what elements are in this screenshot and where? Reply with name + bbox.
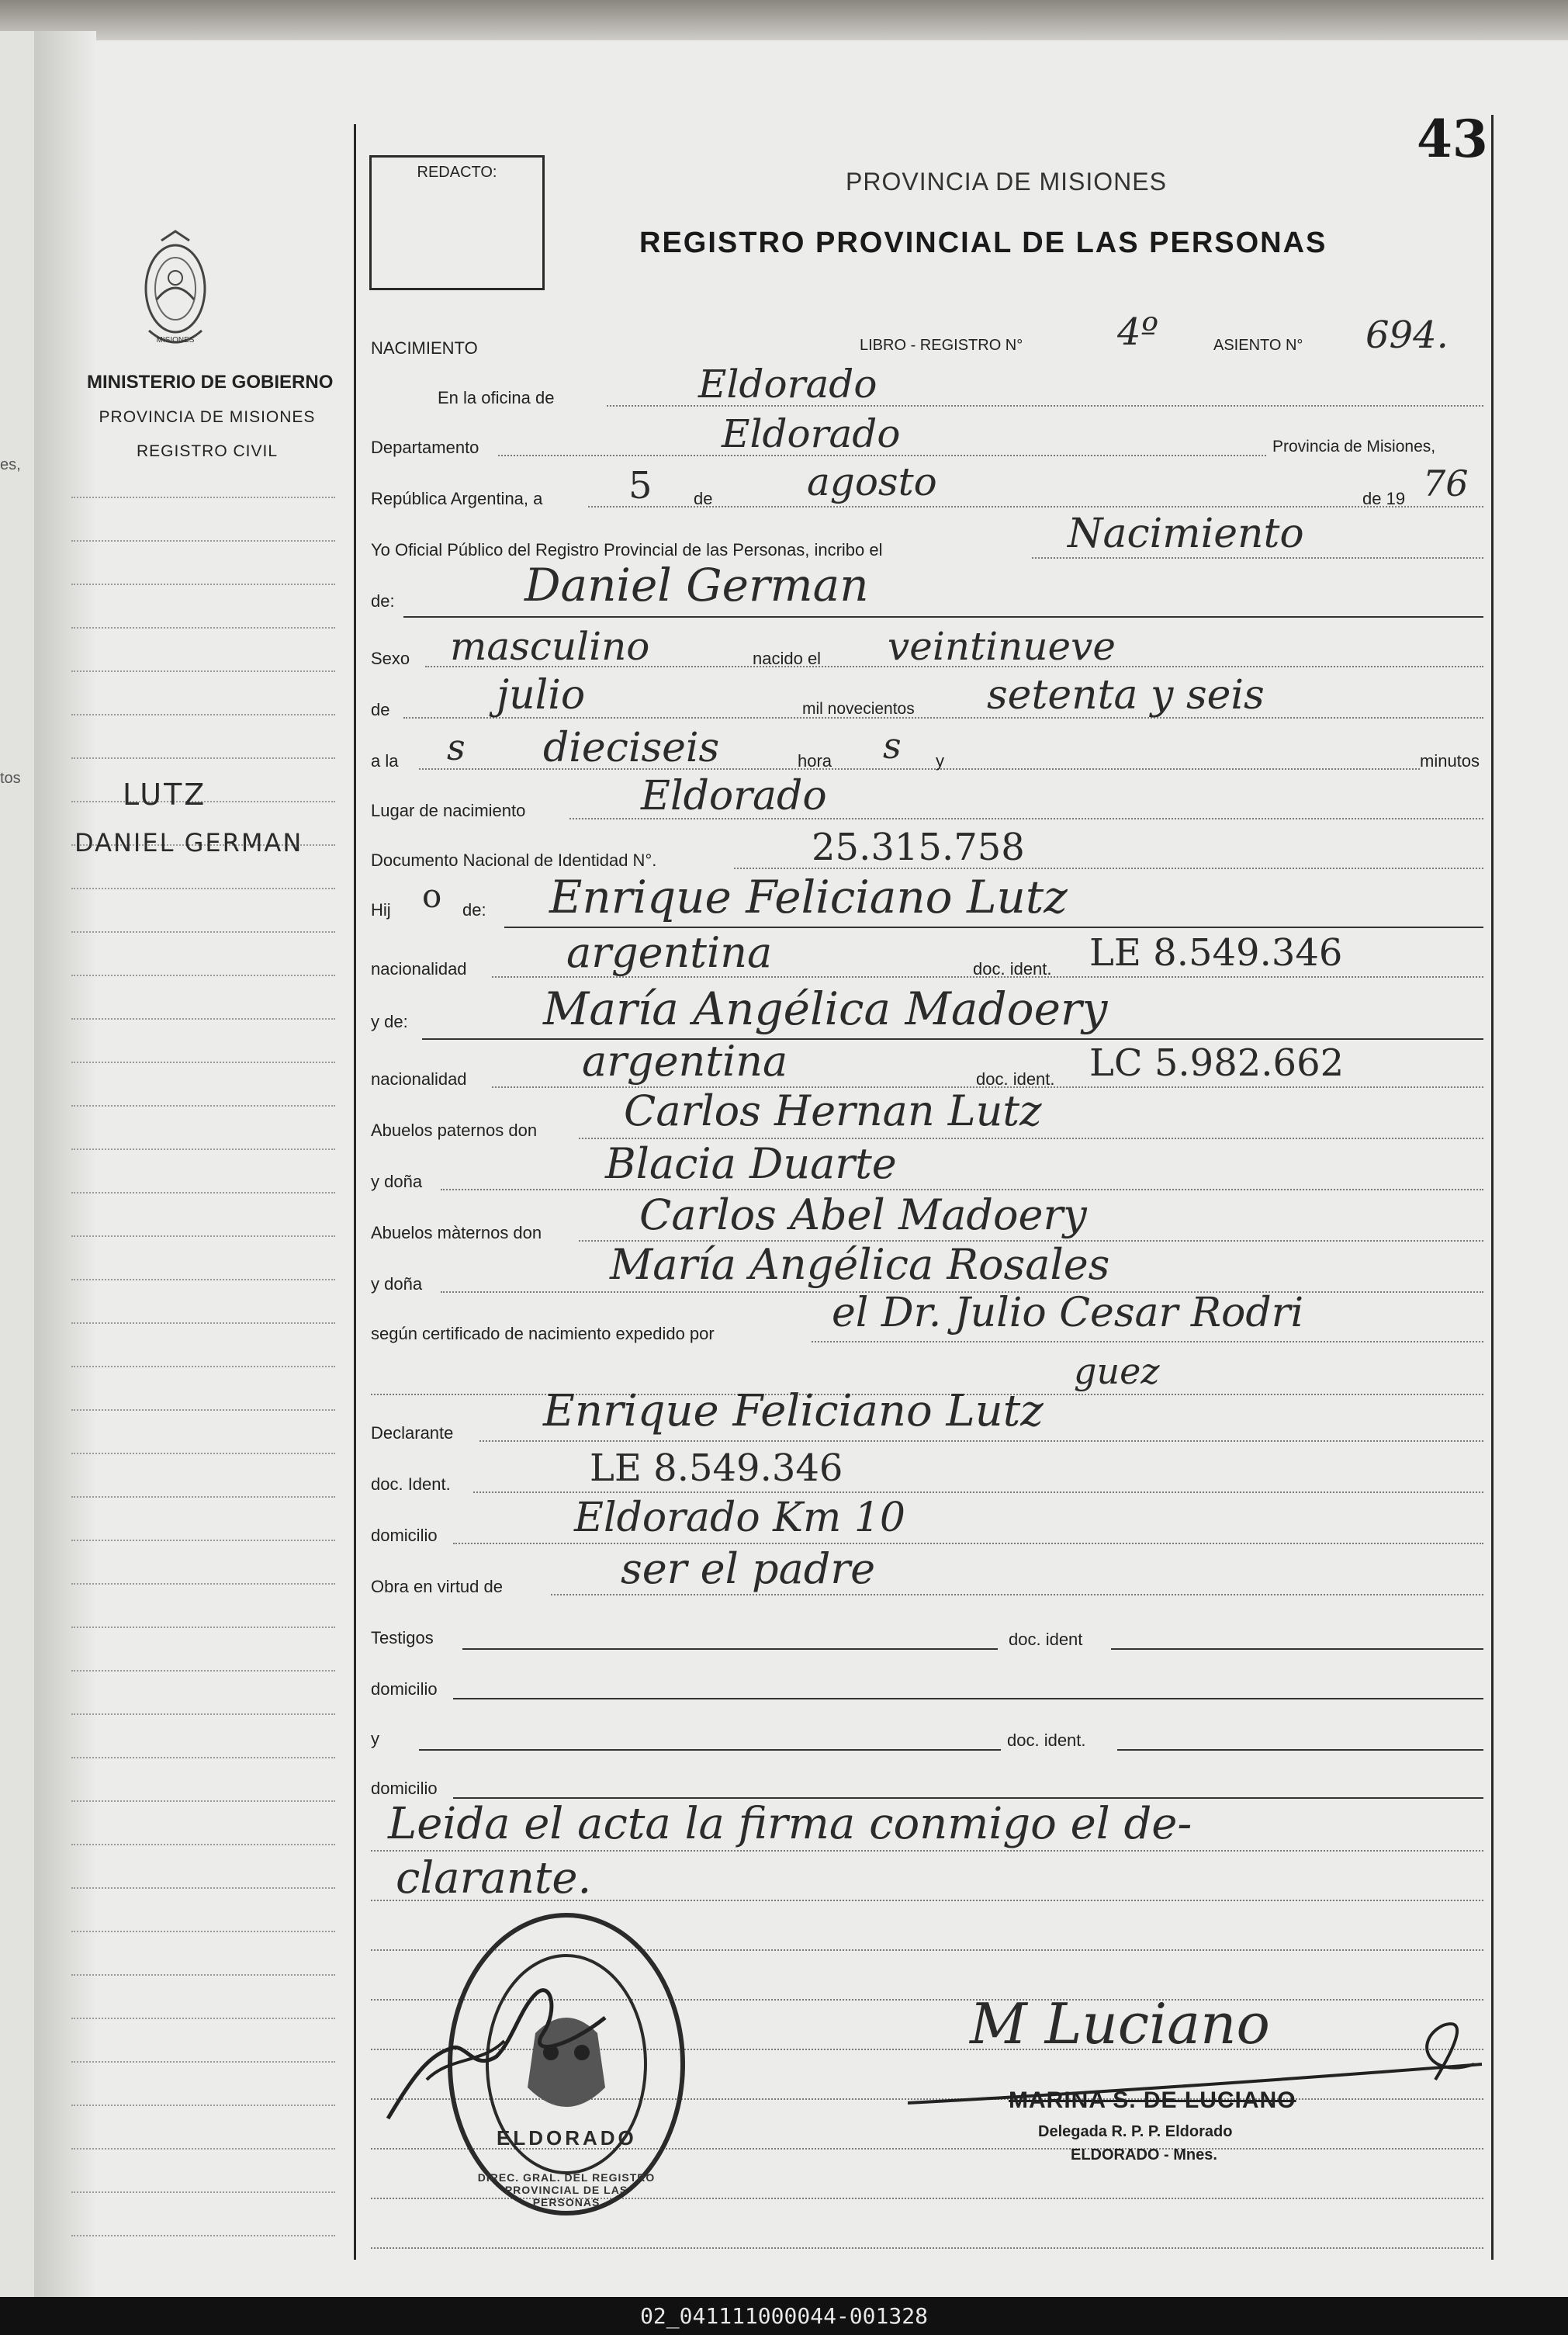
seal-ring-text: DIREC. GRAL. DEL REGISTRO PROVINCIAL DE LAS PERSONAS (477, 2171, 656, 2209)
abuela-materna-value: María Angélica Rosales (610, 1240, 1110, 1289)
margin-rule-line (71, 1974, 335, 1976)
oficial-label: Yo Oficial Público del Registro Provincial de las Personas, incribo el (371, 540, 883, 559)
margin-rule-line (71, 1148, 335, 1150)
madre-value: María Angélica Madoery (543, 982, 1108, 1035)
republica-label: República Argentina, a (371, 489, 543, 508)
domicilio2-label: domicilio (371, 1679, 438, 1699)
declarante-line (479, 1440, 1483, 1442)
minutos-label: minutos (1420, 751, 1480, 771)
margin-rule-line (71, 1453, 335, 1454)
oficina-label: En la oficina de (438, 388, 555, 407)
margin-rule-line (71, 1844, 335, 1845)
margin-note-names: DANIEL GERMAN (74, 828, 303, 857)
margin-rule-line (71, 2105, 335, 2106)
madre-nacionalidad-value: argentina (582, 1037, 788, 1086)
hora-value: dieciseis (543, 725, 720, 771)
margin-rule-line (71, 2018, 335, 2019)
province-title: PROVINCIA DE MISIONES (846, 168, 1167, 196)
domicilio3-label: domicilio (371, 1779, 438, 1798)
margin-rule-line (71, 931, 335, 933)
domicilio-line (453, 1543, 1483, 1544)
obra-value: ser el padre (621, 1544, 876, 1593)
record-type-label: NACIMIENTO (371, 338, 478, 358)
page-gutter (34, 31, 96, 2297)
declarante-doc-value: LE 8.549.346 (590, 1446, 843, 1490)
margin-rule-line (71, 1931, 335, 1932)
lugar-label: Lugar de nacimiento (371, 801, 526, 820)
testigo2-line (419, 1749, 1001, 1751)
abuela-materna-label: y doña (371, 1274, 423, 1294)
asiento-label: ASIENTO N° (1213, 337, 1303, 354)
margin-rule-line (71, 888, 335, 889)
margin-rule-line (71, 975, 335, 976)
abuela-paterna-label: y doña (371, 1172, 423, 1191)
mes-value: agosto (807, 459, 937, 504)
margin-rule-line (71, 497, 335, 498)
domicilio2-line (453, 1698, 1483, 1699)
margin-rule-line (71, 1540, 335, 1541)
margin-rule-line (71, 1279, 335, 1280)
mes-label: de (371, 700, 390, 719)
previous-page-edge (0, 31, 36, 2297)
margin-rule-line (71, 1018, 335, 1020)
margin-rule-line (71, 1366, 335, 1367)
dni-label: Documento Nacional de Identidad N°. (371, 851, 657, 870)
margin-rule-line (71, 627, 335, 629)
libro-label: LIBRO - REGISTRO N° (860, 337, 1023, 354)
sexo-label: Sexo (371, 649, 410, 668)
official-signature-handwritten: M Luciano (970, 1991, 1270, 2056)
margin-rule-line (71, 1409, 335, 1411)
nombre-value: Daniel German (524, 559, 869, 611)
madre-doc-value: LC 5.982.662 (1089, 1041, 1345, 1085)
registry-title: REGISTRO PROVINCIAL DE LAS PERSONAS (639, 227, 1327, 259)
margin-rule-line (71, 1583, 335, 1585)
hij-suffix-value: o (422, 877, 442, 915)
declarante-doc-line (473, 1491, 1483, 1493)
ala-value: s (447, 726, 466, 768)
certificado-value: el Dr. Julio Cesar Rodri (832, 1290, 1304, 1336)
right-frame-line (1491, 115, 1494, 2260)
margin-rule-line (71, 1192, 335, 1193)
hora-label: hora (798, 751, 832, 771)
ala-label: a la (371, 751, 399, 771)
y-label: y (936, 751, 944, 771)
abuelo-materno-value: Carlos Abel Madoery (639, 1190, 1087, 1239)
official-name: MARINA S. DE LUCIANO (1009, 2087, 1296, 2113)
hij-de-label: de: (462, 900, 486, 920)
left-frame-line (354, 124, 356, 2260)
domicilio-label: domicilio (371, 1526, 438, 1545)
ministry-title: MINISTERIO DE GOBIERNO (87, 372, 334, 393)
margin-rule-line (71, 1496, 335, 1498)
testigos-line (462, 1648, 998, 1650)
certificado-cont-value: guez (1074, 1350, 1160, 1392)
provincia-label: Provincia de Misiones, (1272, 438, 1436, 456)
page-top-shadow (0, 0, 1568, 40)
margin-rule-line (71, 670, 335, 672)
page-number: 43 (1417, 109, 1488, 169)
margin-rule-line (71, 757, 335, 759)
madre-docident-label: doc. ident. (976, 1069, 1055, 1089)
ministry-office: REGISTRO CIVIL (136, 442, 279, 460)
departamento-value: Eldorado (722, 411, 901, 456)
obra-line (551, 1594, 1483, 1595)
official-title: Delegada R. P. P. Eldorado (1038, 2123, 1233, 2140)
testigos-doc-line (1111, 1648, 1483, 1650)
redacto-box (369, 155, 545, 290)
margin-rule-line (71, 714, 335, 715)
nacido-label: nacido el (753, 649, 822, 668)
margin-rule-line (71, 2148, 335, 2150)
observaciones-line-2: clarante. (396, 1853, 592, 1904)
observaciones-rule-line (371, 1850, 1483, 1852)
abuela-paterna-value: Blacia Duarte (605, 1139, 897, 1188)
nombre-line (403, 616, 1483, 618)
margin-rule-line (71, 1062, 335, 1063)
padre-nacionalidad-label: nacionalidad (371, 959, 467, 979)
nacido-mes-value: julio (497, 672, 586, 719)
margin-rule-line (71, 540, 335, 542)
declarante-doc-label: doc. Ident. (371, 1474, 451, 1494)
inscribe-value: Nacimiento (1068, 511, 1304, 557)
margin-note-surname: LUTZ (123, 778, 207, 812)
observaciones-line-1: Leida el acta la firma conmigo el de- (388, 1799, 1192, 1849)
departamento-label: Departamento (371, 438, 479, 457)
y2-label: y (371, 1729, 379, 1748)
padre-value: Enrique Feliciano Lutz (549, 871, 1068, 923)
margin-rule-line (71, 1627, 335, 1628)
margin-rule-line (71, 2191, 335, 2193)
prev-page-fragment: es, (0, 456, 21, 473)
lugar-value: Eldorado (641, 773, 827, 819)
testigos-label: Testigos (371, 1628, 434, 1647)
doc2-line (1117, 1749, 1483, 1751)
dni-value: 25.315.758 (812, 826, 1025, 869)
margin-rule-line (71, 2235, 335, 2236)
de19-label: de 19 (1362, 489, 1406, 508)
margin-rule-line (71, 1713, 335, 1715)
margin-rule-line (71, 1757, 335, 1758)
oficial-line (1032, 557, 1483, 559)
obra-label: Obra en virtud de (371, 1577, 503, 1596)
doc2-label: doc. ident. (1007, 1730, 1086, 1750)
abuelo-paterno-value: Carlos Hernan Lutz (624, 1086, 1042, 1135)
margin-rule-line (71, 2061, 335, 2063)
hij-label: Hij (371, 900, 391, 920)
margin-rule-line (71, 1105, 335, 1107)
padre-doc-value: LE 8.549.346 (1089, 931, 1343, 975)
dia-value: 5 (628, 464, 652, 508)
emblem-text: MISIONES (156, 336, 195, 345)
asiento-value: 694. (1366, 314, 1449, 357)
nacido-dia-value: veintinueve (888, 624, 1116, 669)
abuelos-maternos-label: Abuelos màternos don (371, 1223, 542, 1242)
witness-signature-icon (380, 1963, 613, 2134)
padre-nacionalidad-value: argentina (566, 928, 773, 977)
observaciones-rule-line (371, 2247, 1483, 2249)
ministry-province: PROVINCIA DE MISIONES (99, 408, 316, 426)
de-name-label: de: (371, 591, 395, 611)
yde-label: y de: (371, 1012, 408, 1031)
oficina-value: Eldorado (698, 362, 877, 407)
anio-value: 76 (1423, 462, 1469, 504)
prev-page-fragment: tos (0, 770, 21, 787)
milnovecientos-label: mil novecientos (802, 700, 915, 718)
declarante-value: Enrique Feliciano Lutz (543, 1386, 1044, 1436)
margin-rule-line (71, 1235, 335, 1237)
declarante-label: Declarante (371, 1423, 454, 1443)
margin-rule-line (71, 1322, 335, 1324)
scan-footer-id: 02_041111000044-001328 (0, 2297, 1568, 2335)
margin-rule-line (71, 1800, 335, 1802)
libro-value: 4º (1117, 310, 1159, 354)
margin-rule-line (71, 1887, 335, 1889)
testigos-doc-label: doc. ident (1009, 1630, 1083, 1649)
official-place: ELDORADO - Mnes. (1071, 2146, 1217, 2164)
abuelos-paternos-label: Abuelos paternos don (371, 1121, 538, 1140)
margin-rule-line (71, 584, 335, 585)
padre-docident-label: doc. ident. (973, 959, 1052, 979)
redacto-label: REDACTO: (417, 164, 497, 181)
certificado-label: según certificado de nacimiento expedido por (371, 1324, 715, 1343)
domicilio-value: Eldorado Km 10 (574, 1495, 906, 1541)
de-label: de (694, 489, 713, 508)
nacido-anio-value: setenta y seis (987, 672, 1265, 719)
sexo-value: masculino (450, 624, 650, 669)
fecha-line (588, 506, 1483, 508)
madre-nacionalidad-label: nacionalidad (371, 1069, 467, 1089)
margin-rule-line (71, 1670, 335, 1672)
seal-center-text: ELDORADO (497, 2126, 637, 2150)
certificado-line (812, 1341, 1483, 1342)
hora-s-value: s (883, 725, 902, 767)
